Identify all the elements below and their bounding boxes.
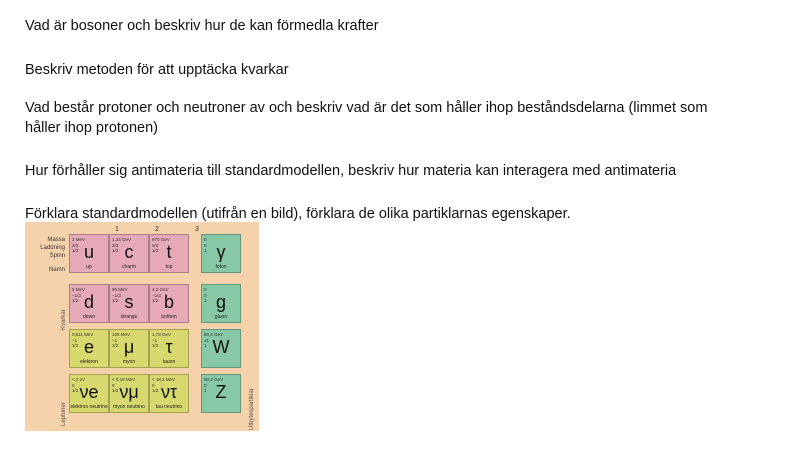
particle-charge: −1/3	[72, 292, 81, 298]
column-number-2: 2	[155, 226, 159, 233]
particle-cell	[109, 234, 149, 273]
particle-charge: 2/3	[72, 242, 79, 248]
question-3: Vad består protoner och neutroner av och beskriv vad är det som håller ihop beståndsdelarna (limmet som håller ihop protonen)	[25, 100, 708, 136]
particle-spin: 1/2	[112, 388, 119, 393]
particle-spin: 1/2	[112, 343, 119, 348]
group-label-leptons: Leptoner	[61, 402, 67, 426]
particle-mass: 2 MeV	[72, 237, 86, 242]
particle-mass: 0,511 MeV	[72, 332, 94, 337]
particle-mass: 106 MeV	[112, 332, 131, 337]
particle-symbol: s	[124, 292, 134, 312]
particle-cell	[69, 284, 109, 323]
particle-symbol: t	[166, 242, 172, 262]
particle-spin: 1/2	[72, 343, 79, 348]
particle-mass: 0	[204, 287, 207, 292]
group-label-bosons: Utbytespartiklar	[249, 388, 255, 430]
particle-mass: 0	[204, 237, 207, 242]
particle-cell	[109, 374, 149, 413]
particle-cell	[69, 234, 109, 273]
particle-name: down	[83, 314, 95, 320]
particle-spin: 1/2	[72, 388, 79, 393]
particle-name: gluon	[214, 314, 228, 320]
particle-mass: 4,2 GeV	[152, 287, 169, 292]
particle-mass: < 0,19 MeV	[112, 377, 136, 382]
particle-name: elektron	[80, 359, 98, 365]
particle-charge: 2/3	[152, 242, 159, 248]
particle-name: foton	[215, 264, 227, 270]
particle-charge: 0	[204, 382, 207, 388]
particle-symbol: τ	[165, 337, 173, 357]
particle-spin: 1/2	[72, 298, 79, 303]
particle-charge: −1	[72, 337, 78, 343]
particle-charge: 0	[72, 382, 75, 388]
particle-symbol: W	[212, 337, 230, 357]
particle-mass: 5 MeV	[72, 287, 86, 292]
particle-spin: 1/2	[152, 298, 159, 303]
particle-symbol: g	[215, 292, 226, 312]
particle-symbol: e	[83, 337, 94, 357]
particle-symbol: b	[163, 292, 174, 312]
column-number-1: 1	[115, 226, 119, 233]
column-number-3: 3	[195, 226, 199, 233]
particle-cell	[149, 374, 189, 413]
question-5: Förklara standardmodellen (utifrån en bild), förklara de olika partiklarnas egenskaper.	[25, 206, 571, 222]
particle-cell	[201, 374, 241, 413]
particle-charge: 0	[204, 292, 207, 298]
particle-cell	[109, 284, 149, 323]
question-4: Hur förhåller sig antimateria till standardmodellen, beskriv hur materia kan interagera med antimateria	[25, 163, 677, 179]
particle-cell	[201, 329, 241, 368]
particle-spin: 1	[204, 298, 207, 303]
particle-charge: 0	[204, 242, 207, 248]
particle-name: myon	[122, 359, 136, 365]
particle-charge: 2/3	[112, 242, 119, 248]
particle-charge: −1/3	[152, 292, 161, 298]
particle-spin: 1/2	[152, 388, 159, 393]
particle-cell	[69, 374, 109, 413]
row-label-charge: Laddning	[40, 245, 65, 251]
particle-mass: 1,24 GeV	[112, 237, 132, 242]
particle-symbol: γ	[216, 242, 226, 262]
particle-mass: 80,4 GeV	[204, 332, 224, 337]
particle-symbol: Z	[215, 382, 227, 402]
particle-mass: 970 GeV	[152, 237, 170, 242]
particle-mass: 1,78 GeV	[152, 332, 172, 337]
particle-name: elektron neutrino	[70, 404, 108, 410]
particle-symbol: μ	[123, 337, 135, 357]
particle-spin: 1/2	[112, 298, 119, 303]
particle-name: charm	[122, 264, 136, 270]
particle-mass: < 2 eV	[72, 377, 86, 382]
particle-mass: < 18,2 MeV	[152, 377, 176, 382]
particle-mass: 90,2 GeV	[204, 377, 224, 382]
particle-symbol: νμ	[119, 382, 139, 402]
particle-cell	[69, 329, 109, 368]
particle-spin: 1	[204, 388, 207, 393]
group-label-quarks: Kvarkar	[61, 309, 67, 330]
particle-charge: −1	[112, 337, 118, 343]
particle-name: bottom	[161, 314, 177, 320]
particle-symbol: νe	[79, 382, 99, 402]
particle-cell	[149, 234, 189, 273]
particle-name: strange	[120, 314, 138, 320]
particle-charge: 0	[112, 382, 115, 388]
particle-cell	[109, 329, 149, 368]
particle-name: myon neutrino	[113, 404, 145, 410]
particle-name: tauon	[162, 359, 176, 365]
particle-cell	[149, 329, 189, 368]
particle-charge: ±1	[204, 337, 209, 343]
particle-spin: 1	[204, 343, 207, 348]
particle-cell	[149, 284, 189, 323]
particle-name: up	[86, 264, 92, 270]
particle-spin: 1/2	[152, 343, 159, 348]
particle-spin: 1/2	[72, 248, 79, 253]
particle-symbol: c	[124, 242, 134, 262]
particle-charge: −1	[152, 337, 158, 343]
particle-charge: 0	[152, 382, 155, 388]
particle-name: tau neutrino	[155, 404, 183, 410]
particle-symbol: ντ	[160, 382, 178, 402]
particle-cell	[201, 234, 241, 273]
question-2: Beskriv metoden för att upptäcka kvarkar	[25, 62, 289, 78]
standard-model-figure	[25, 222, 259, 431]
particle-cell	[201, 284, 241, 323]
row-label-spin: Spinn	[49, 253, 65, 259]
particle-charge: −1/3	[112, 292, 121, 298]
particle-spin: 1	[204, 248, 207, 253]
particle-name: top	[165, 264, 173, 270]
particle-symbol: u	[83, 242, 94, 262]
row-label-mass: Massa	[47, 237, 65, 243]
particle-mass: 95 MeV	[112, 287, 128, 292]
particle-spin: 1/2	[112, 248, 119, 253]
row-label-name: Namn	[48, 267, 65, 273]
particle-spin: 1/2	[152, 248, 159, 253]
question-1: Vad är bosoner och beskriv hur de kan förmedla krafter	[25, 18, 379, 34]
particle-symbol: d	[83, 292, 94, 312]
